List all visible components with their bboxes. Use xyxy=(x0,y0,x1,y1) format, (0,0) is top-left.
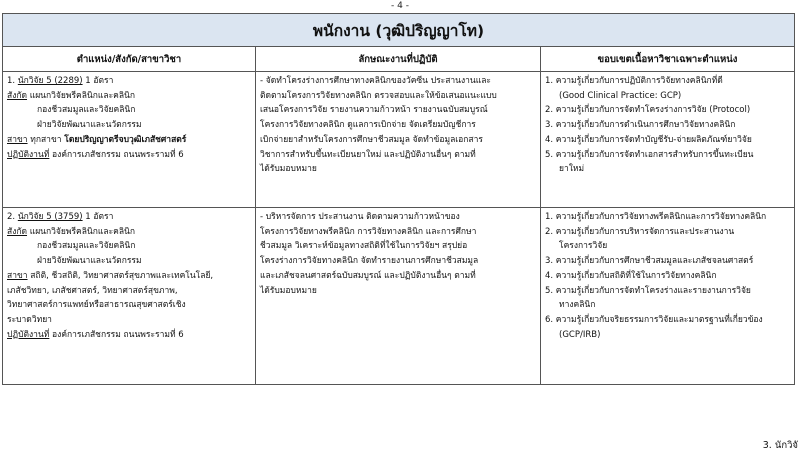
duty-line: ชีวสมมูล วิเคราะห์ข้อมูลทางสถิติที่ใช้ในการวิจัยฯ สรุปย่อ xyxy=(260,241,468,252)
duty-line: - บริหารจัดการ ประสานงาน ติดตามความก้าวหน้าของ xyxy=(260,212,460,222)
position-title-line: 2. นักวิจัย 5 (3759) 1 อัตรา xyxy=(7,212,114,222)
table-title: พนักงาน (วุฒิปริญญาโท) xyxy=(3,14,795,47)
page-number: - 4 - xyxy=(391,1,409,11)
duty-line: โครงการวิจัยทางคลินิก ดูแลการเบิกจ่าย จัดเตรียมบัญชีการ xyxy=(260,120,476,131)
duty-line: โครงการวิจัยทางพรีคลินิก การวิจัยทางคลินิก และการศึกษา xyxy=(260,226,477,237)
scope-item: 6. ความรู้เกี่ยวกับจริยธรรมการวิจัยและมาตรฐานที่เกี่ยวข้อง xyxy=(545,314,763,325)
scope-item-cont: (Good Clinical Practice: GCP) xyxy=(559,90,682,101)
duty-line: เบิกจ่ายยาสำหรับโครงการศึกษาชีวสมมูล จัดทำข้อมูลเอกสาร xyxy=(260,134,483,145)
field-line-cont: เภสัชวิทยา, เภสัชศาสตร์, วิทยาศาสตร์สุขภาพ, xyxy=(7,285,178,296)
scope-item: 3. ความรู้เกี่ยวกับการดำเนินการศึกษาวิจัยทางคลินิก xyxy=(545,120,736,131)
scope-item: 4. ความรู้เกี่ยวกับสถิติที่ใช้ในการวิจัยทางคลินิก xyxy=(545,270,717,281)
scope-item-cont: (GCP/IRB) xyxy=(559,329,601,340)
scope-cell xyxy=(541,72,795,208)
duties-cell xyxy=(256,72,541,208)
position-cell xyxy=(3,208,256,385)
header-scope: ขอบเขตเนื้อหาวิชาเฉพาะตำแหน่ง xyxy=(541,47,795,72)
scope-item-cont: โครงการวิจัย xyxy=(559,241,608,252)
field-line: สาขา ทุกสาขา โดยปริญญาตรีจบวุฒิเภสัชศาสตร์ xyxy=(7,134,187,145)
scope-cell xyxy=(541,208,795,385)
affiliation-division: กองชีวสมมูลและวิจัยคลินิก xyxy=(37,105,136,116)
scope-item: 3. ความรู้เกี่ยวกับการศึกษาชีวสมมูลและเภสัชจลนศาสตร์ xyxy=(545,256,754,267)
affiliation-label: สังกัด xyxy=(7,90,28,101)
scope-item: 5. ความรู้เกี่ยวกับการจัดทำโครงร่างและรายงานการวิจัย xyxy=(545,285,751,296)
scope-item: 1. ความรู้เกี่ยวกับการวิจัยทางพรีคลินิกและการวิจัยทางคลินิก xyxy=(545,212,767,222)
field-label: สาขา xyxy=(7,270,28,281)
workplace-label: ปฏิบัติงานที่ xyxy=(7,149,50,160)
scope-item-cont: ทางคลินิก xyxy=(559,300,596,311)
position-title: นักวิจัย 5 (2289) xyxy=(17,76,83,86)
affiliation-department: ฝ่ายวิจัยพัฒนาและนวัตกรรม xyxy=(37,256,142,267)
header-duties: ลักษณะงานที่ปฏิบัติ xyxy=(256,47,541,72)
table-row xyxy=(3,72,795,208)
field-line-cont: ระบาดวิทยา xyxy=(7,314,52,325)
duty-line: และเภสัชจลนศาสตร์ฉบับสมบูรณ์ และปฏิบัติงานอื่นๆ ตามที่ xyxy=(260,270,476,281)
affiliation-line: สังกัด แผนกวิจัยพรีคลินิกและคลินิก xyxy=(7,90,135,101)
duty-line: เสนอโครงการวิจัย รายงานความก้าวหน้า รายงานฉบับสมบูรณ์ xyxy=(260,105,488,116)
affiliation-department: ฝ่ายวิจัยพัฒนาและนวัตกรรม xyxy=(37,120,142,131)
scope-item: 2. ความรู้เกี่ยวกับการจัดทำโครงร่างการวิจัย (Protocol) xyxy=(545,105,751,116)
field-label: สาขา xyxy=(7,134,28,145)
field-requirement: โดยปริญญาตรีจบวุฒิเภสัชศาสตร์ xyxy=(64,134,187,145)
scope-item-cont: ยาใหม่ xyxy=(559,164,585,175)
workplace-line: ปฏิบัติงานที่ องค์การเภสัชกรรม ถนนพระรามที่ 6 xyxy=(7,329,184,340)
header-position: ตำแหน่ง/สังกัด/สาขาวิชา xyxy=(3,47,256,72)
position-title: นักวิจัย 5 (3759) xyxy=(17,212,83,222)
scope-item: 4. ความรู้เกี่ยวกับการจัดทำบัญชีรับ-จ่ายผลิตภัณฑ์ยาวิจัย xyxy=(545,134,752,145)
duty-line: วิชาการสำหรับขึ้นทะเบียนยาใหม่ และปฏิบัติงานอื่นๆ ตามที่ xyxy=(260,149,476,160)
affiliation-label: สังกัด xyxy=(7,226,28,237)
duties-cell xyxy=(256,208,541,385)
workplace-label: ปฏิบัติงานที่ xyxy=(7,329,50,340)
duty-line: ได้รับมอบหมาย xyxy=(260,164,317,175)
scope-item: 2. ความรู้เกี่ยวกับการบริหารจัดการและประสานงาน xyxy=(545,226,735,237)
field-line: สาขา สถิติ, ชีวสถิติ, วิทยาศาสตร์สุขภาพและเทคโนโลยี, xyxy=(7,270,214,281)
duty-line: โครงร่างการวิจัยทางคลินิก จัดทำรายงานการศึกษาชีวสมมูล xyxy=(260,256,479,267)
position-table xyxy=(2,13,795,385)
field-line-cont: วิทยาศาสตร์การแพทย์หรือสาธารณสุขศาสตร์เชิง xyxy=(7,300,186,311)
duty-line: ได้รับมอบหมาย xyxy=(260,285,317,296)
duty-line: - จัดทำโครงร่างการศึกษาทางคลินิกของวัคซีน ประสานงานและ xyxy=(260,76,491,86)
position-cell xyxy=(3,72,256,208)
duty-line: ติดตามโครงการวิจัยทางคลินิก ตรวจสอบและให้ข้อเสนอแนะแบบ xyxy=(260,90,497,101)
scope-item: 1. ความรู้เกี่ยวกับการปฏิบัติการวิจัยทางคลินิกที่ดี xyxy=(545,76,723,86)
next-page-continuation: 3. นักวิจั xyxy=(762,440,798,451)
affiliation-division: กองชีวสมมูลและวิจัยคลินิก xyxy=(37,241,136,252)
position-title-line: 1. นักวิจัย 5 (2289) 1 อัตรา xyxy=(7,76,114,86)
affiliation-line: สังกัด แผนกวิจัยพรีคลินิกและคลินิก xyxy=(7,226,135,237)
workplace-line: ปฏิบัติงานที่ องค์การเภสัชกรรม ถนนพระรามที่ 6 xyxy=(7,149,184,160)
scope-item: 5. ความรู้เกี่ยวกับการจัดทำเอกสารสำหรับการขึ้นทะเบียน xyxy=(545,149,754,160)
table-row xyxy=(3,208,795,385)
